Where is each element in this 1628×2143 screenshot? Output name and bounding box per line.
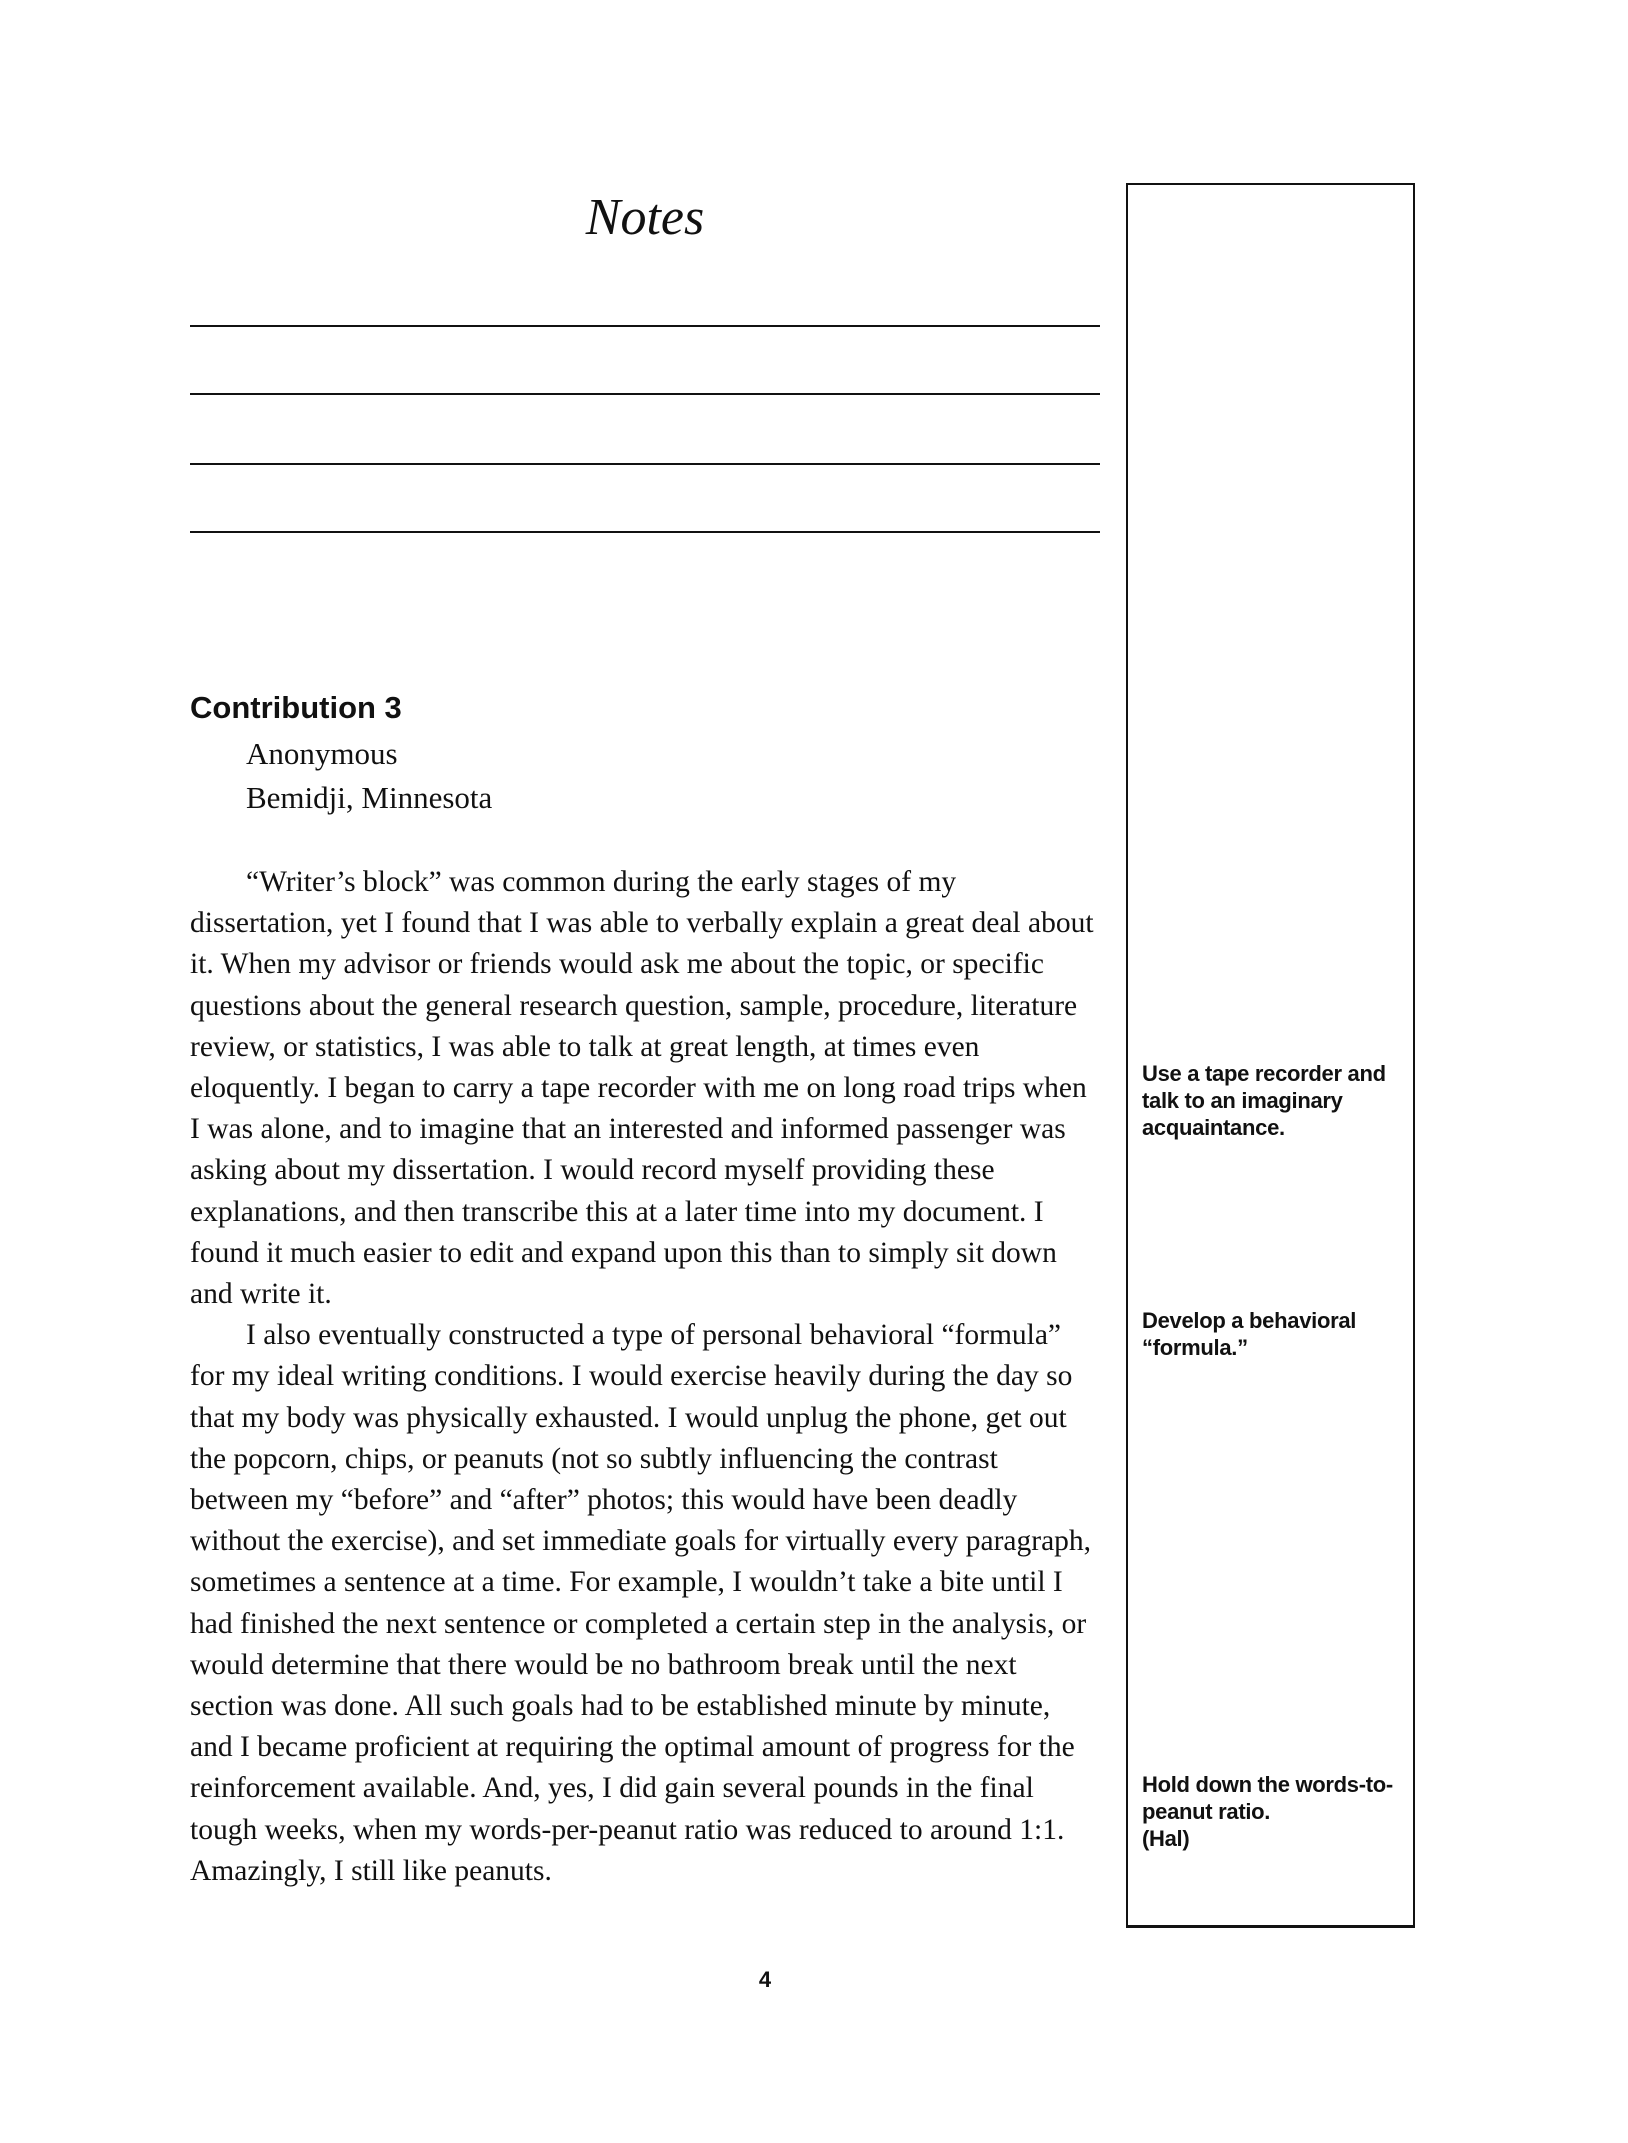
contribution-body — [190, 862, 1095, 1892]
margin-note-attribution: (Hal) — [1142, 1826, 1190, 1851]
author-name: Anonymous — [246, 736, 398, 771]
notes-line-3 — [190, 463, 1100, 465]
margin-note-peanut-ratio: Hold down the words-to-peanut ratio. — [1142, 1772, 1393, 1824]
notes-line-4 — [190, 531, 1100, 533]
notes-line-2 — [190, 393, 1100, 395]
margin-note-formula: Develop a behavioral “formula.” — [1142, 1308, 1357, 1360]
notes-title: Notes — [585, 189, 705, 246]
page-number: 4 — [758, 1967, 772, 1992]
margin-notes-box — [1126, 183, 1415, 1928]
contribution-heading: Contribution 3 — [190, 690, 402, 725]
body-paragraph-1: “Writer’s block” was common during the early stages of my dissertation, yet I found that I was able to verbally explain a great deal about it. When my advisor or friends would ask me about the topic, or specific questions about the general research question, sample, procedure, literature review, or statistics, I was able to talk at great length, at times even eloquently. I began to carry a tape recorder with me on long road trips when I was alone, and to imagine that an interested and informed passenger was asking about my dissertation. I would record myself providing these explanations, and then transcribe this at a later time into my document. I found it much easier to edit and expand upon this than to simply sit down and write it. — [190, 866, 1094, 1311]
notes-line-1 — [190, 325, 1100, 327]
body-paragraph-2: I also eventually constructed a type of personal behavioral “formula” for my ideal writing conditions. I would exercise heavily during the day so that my body was physically exhausted. I would unplug the phone, get out the popcorn, chips, or peanuts (not so subtly influencing the contrast between my “before” and “after” photos; this would have been deadly without the exercise), and set immediate goals for virtually every paragraph, sometimes a sentence at a time. For example, I wouldn’t take a bite until I had finished the next sentence or completed a certain step in the analysis, or would determine that there would be no bathroom break until the next section was done. All such goals had to be established minute by minute, and I became proficient at requiring the optimal amount of progress for the reinforcement available. And, yes, I did gain several pounds in the final tough weeks, when my words-per-peanut ratio was reduced to around 1:1. Amazingly, I still like peanuts. — [190, 1319, 1092, 1887]
author-location: Bemidji, Minnesota — [246, 780, 493, 815]
margin-note-tape-recorder: Use a tape recorder and talk to an imaginary acquaintance. — [1142, 1061, 1386, 1140]
